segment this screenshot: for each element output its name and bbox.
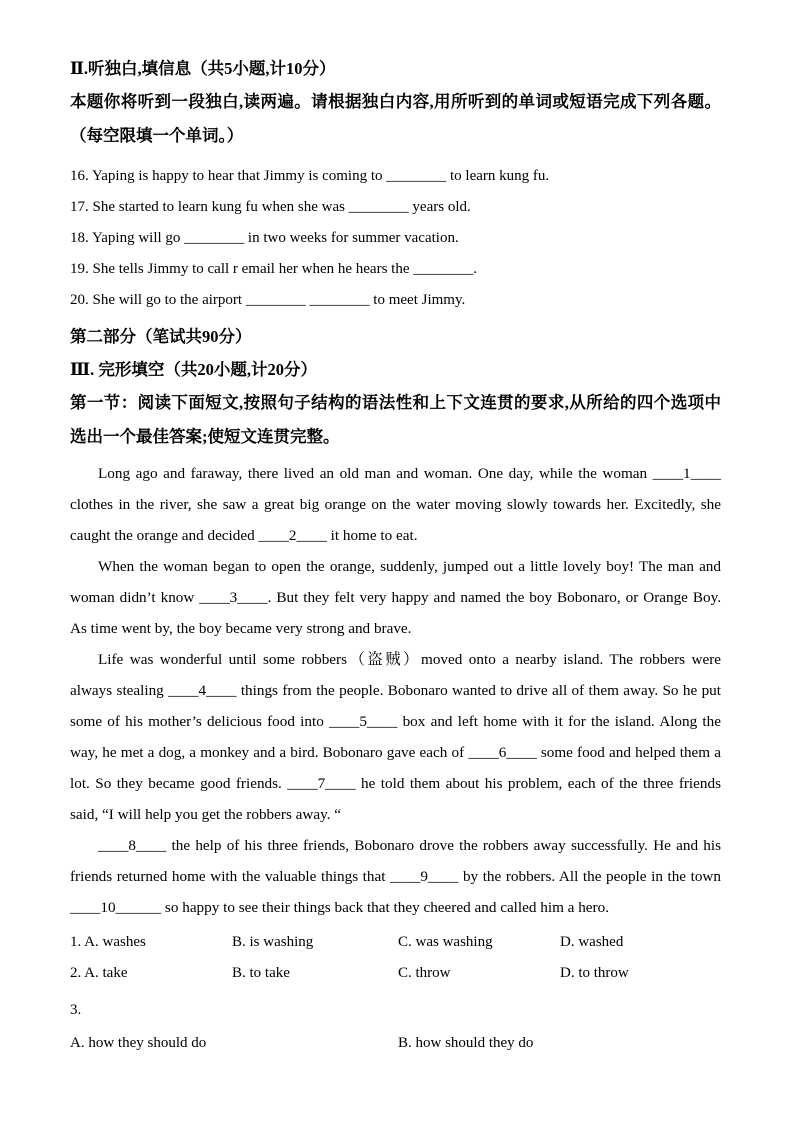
option-1b: B. is washing	[232, 934, 314, 950]
options-row-3-number	[70, 995, 721, 1026]
option-1a: 1. A. washes	[70, 934, 146, 950]
option-3-label: 3.	[70, 1002, 82, 1018]
option-1c: C. was washing	[398, 934, 493, 950]
passage-paragraph-4: ____8____ the help of his three friends, Bobonaro drove the robbers away successfully. He and his friends returned home with the valuable things that ____9____ by the robbers. All the people in the town ____10______ so happy to see their things back that they cheered and called him a hero.	[70, 837, 721, 916]
option-2c: C. throw	[398, 965, 451, 981]
question-20: 20. She will go to the airport ________ ________ to meet Jimmy.	[70, 292, 466, 308]
question-17: 17. She started to learn kung fu when she was ________ years old.	[70, 199, 471, 215]
cloze-instructions: 第一节：阅读下面短文,按照句子结构的语法性和上下文连贯的要求,从所给的四个选项中选出一个最佳答案;使短文连贯完整。	[70, 393, 721, 446]
option-3b: B. how should they do	[398, 1035, 534, 1051]
listening-section-heading: Ⅱ.听独白,填信息（共5小题,计10分）	[70, 59, 336, 78]
options-row-1	[70, 927, 721, 958]
cloze-section-heading: Ⅲ. 完形填空（共20小题,计20分）	[70, 360, 317, 379]
passage-paragraph-2: When the woman began to open the orange, suddenly, jumped out a little lovely boy! The man and woman didn’t know ____3____. But they felt very happy and named the boy Bobonaro, or Orange Boy. As time went by, the boy became very strong and brave.	[70, 558, 721, 637]
option-2a: 2. A. take	[70, 965, 128, 981]
question-19: 19. She tells Jimmy to call r email her when he hears the ________.	[70, 261, 477, 277]
option-1d: D. washed	[560, 934, 624, 950]
options-row-3-choices	[70, 1028, 721, 1059]
options-row-2	[70, 958, 721, 989]
passage-paragraph-3: Life was wonderful until some robbers（盗贼）moved onto a nearby island. The robbers were always stealing ____4____ things from the people. Bobonaro wanted to drive all of them away. So he put some of his mother’s delicious food into ____5____ box and left home with it for the island. Along the way, he met a dog, a monkey and a bird. Bobonaro gave each of ____6____ some food and helped them a lot. So they became good friends. ____7____ he told them about his problem, each of the three friends said, “I will help you get the robbers away. “	[70, 651, 721, 823]
cloze-options	[70, 927, 721, 1059]
passage-paragraph-1: Long ago and faraway, there lived an old man and woman. One day, while the woman ____1____ clothes in the river, she saw a great big orange on the water moving slowly towards her. Excitedly, she caught the orange and decided ____2____ it home to eat.	[70, 465, 721, 544]
cloze-passage	[70, 458, 721, 923]
part2-heading: 第二部分（笔试共90分）	[70, 327, 252, 346]
question-18: 18. Yaping will go ________ in two weeks for summer vacation.	[70, 230, 459, 246]
option-2d: D. to throw	[560, 965, 629, 981]
option-2b: B. to take	[232, 965, 290, 981]
listening-questions	[70, 161, 721, 316]
listening-instructions: 本题你将听到一段独白,读两遍。请根据独白内容,用所听到的单词或短语完成下列各题。（每空限填一个单词。）	[70, 92, 721, 145]
question-16: 16. Yaping is happy to hear that Jimmy is coming to ________ to learn kung fu.	[70, 168, 550, 184]
option-3a: A. how they should do	[70, 1035, 207, 1051]
